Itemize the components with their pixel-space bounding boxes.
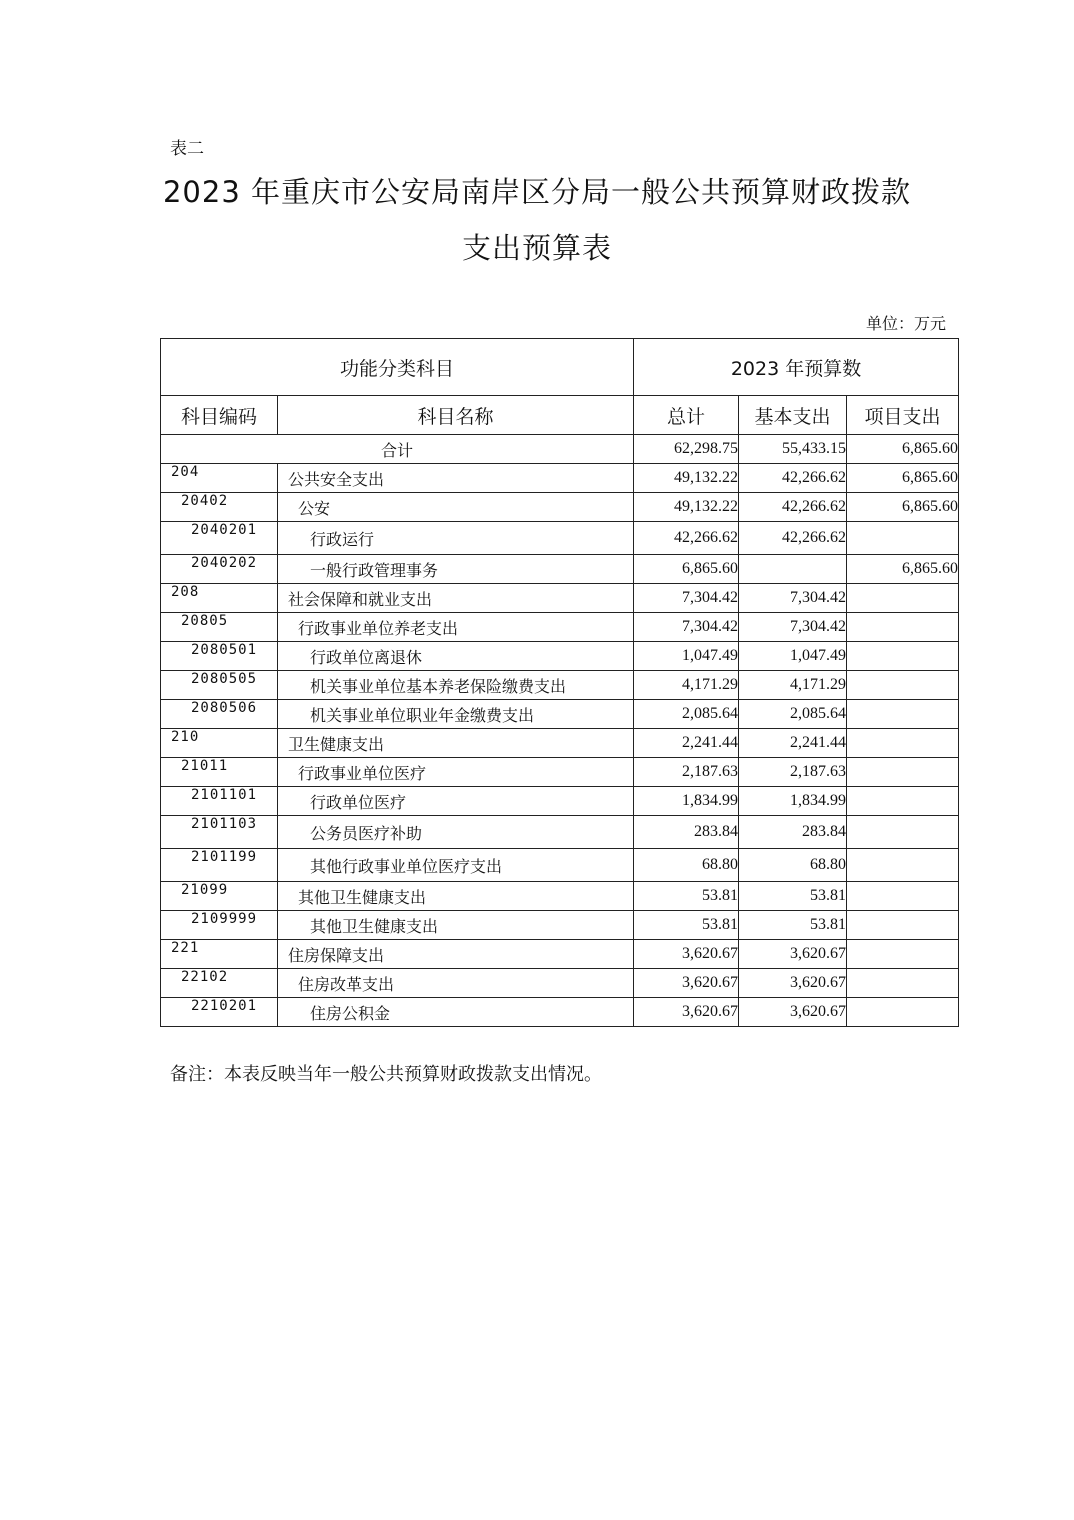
row-name: 行政事业单位养老支出 bbox=[278, 613, 634, 642]
footnote: 备注：本表反映当年一般公共预算财政拨款支出情况。 bbox=[170, 1064, 602, 1085]
table-row bbox=[161, 700, 959, 729]
row-code: 2080501 bbox=[161, 642, 278, 671]
row-code: 221 bbox=[161, 940, 278, 969]
row-project bbox=[847, 671, 959, 700]
row-code: 21099 bbox=[161, 882, 278, 911]
row-basic: 1,834.99 bbox=[739, 787, 847, 816]
row-code: 21011 bbox=[161, 758, 278, 787]
row-total: 2,241.44 bbox=[634, 729, 739, 758]
row-project bbox=[847, 940, 959, 969]
total-total: 62,298.75 bbox=[634, 435, 739, 464]
table-row bbox=[161, 882, 959, 911]
table-row bbox=[161, 584, 959, 613]
table-row bbox=[161, 911, 959, 940]
row-total: 6,865.60 bbox=[634, 555, 739, 584]
header-functional-classification: 功能分类科目 bbox=[161, 339, 634, 396]
header-name: 科目名称 bbox=[278, 396, 634, 435]
header-column-row bbox=[161, 396, 959, 435]
row-name: 住房改革支出 bbox=[278, 969, 634, 998]
row-total: 3,620.67 bbox=[634, 969, 739, 998]
table-number-label: 表二 bbox=[170, 139, 204, 159]
row-name: 行政事业单位医疗 bbox=[278, 758, 634, 787]
table-row bbox=[161, 522, 959, 555]
row-project bbox=[847, 998, 959, 1027]
row-total: 1,047.49 bbox=[634, 642, 739, 671]
row-code: 210 bbox=[161, 729, 278, 758]
row-project bbox=[847, 911, 959, 940]
row-basic bbox=[739, 555, 847, 584]
row-basic: 2,187.63 bbox=[739, 758, 847, 787]
row-code: 20805 bbox=[161, 613, 278, 642]
row-basic: 3,620.67 bbox=[739, 940, 847, 969]
row-basic: 53.81 bbox=[739, 882, 847, 911]
table-row bbox=[161, 787, 959, 816]
table-row bbox=[161, 849, 959, 882]
row-total: 3,620.67 bbox=[634, 940, 739, 969]
row-name: 机关事业单位职业年金缴费支出 bbox=[278, 700, 634, 729]
table-row bbox=[161, 758, 959, 787]
table-row bbox=[161, 493, 959, 522]
row-project bbox=[847, 522, 959, 555]
row-basic: 7,304.42 bbox=[739, 584, 847, 613]
row-project bbox=[847, 758, 959, 787]
row-name: 公务员医疗补助 bbox=[278, 816, 634, 849]
row-name: 公安 bbox=[278, 493, 634, 522]
table-row bbox=[161, 816, 959, 849]
row-project bbox=[847, 642, 959, 671]
header-group-row bbox=[161, 339, 959, 396]
row-name: 公共安全支出 bbox=[278, 464, 634, 493]
row-name: 其他行政事业单位医疗支出 bbox=[278, 849, 634, 882]
row-code: 2080506 bbox=[161, 700, 278, 729]
row-basic: 42,266.62 bbox=[739, 464, 847, 493]
row-basic: 3,620.67 bbox=[739, 998, 847, 1027]
row-basic: 42,266.62 bbox=[739, 493, 847, 522]
row-code: 204 bbox=[161, 464, 278, 493]
row-total: 68.80 bbox=[634, 849, 739, 882]
row-basic: 7,304.42 bbox=[739, 613, 847, 642]
row-name: 行政单位离退休 bbox=[278, 642, 634, 671]
row-total: 42,266.62 bbox=[634, 522, 739, 555]
total-row bbox=[161, 435, 959, 464]
row-project bbox=[847, 816, 959, 849]
row-project bbox=[847, 849, 959, 882]
total-label: 合计 bbox=[161, 435, 634, 464]
row-total: 53.81 bbox=[634, 911, 739, 940]
row-project: 6,865.60 bbox=[847, 493, 959, 522]
header-code: 科目编码 bbox=[161, 396, 278, 435]
row-name: 其他卫生健康支出 bbox=[278, 882, 634, 911]
row-total: 3,620.67 bbox=[634, 998, 739, 1027]
row-basic: 283.84 bbox=[739, 816, 847, 849]
table-row bbox=[161, 671, 959, 700]
table-row bbox=[161, 642, 959, 671]
table-row bbox=[161, 729, 959, 758]
row-project bbox=[847, 613, 959, 642]
row-project bbox=[847, 584, 959, 613]
row-total: 7,304.42 bbox=[634, 613, 739, 642]
row-basic: 3,620.67 bbox=[739, 969, 847, 998]
row-total: 2,187.63 bbox=[634, 758, 739, 787]
row-code: 2080505 bbox=[161, 671, 278, 700]
header-project: 项目支出 bbox=[847, 396, 959, 435]
table-row bbox=[161, 969, 959, 998]
table-row bbox=[161, 940, 959, 969]
row-name: 其他卫生健康支出 bbox=[278, 911, 634, 940]
row-name: 住房保障支出 bbox=[278, 940, 634, 969]
row-code: 2040202 bbox=[161, 555, 278, 584]
table-row bbox=[161, 998, 959, 1027]
row-basic: 4,171.29 bbox=[739, 671, 847, 700]
row-code: 22102 bbox=[161, 969, 278, 998]
row-project: 6,865.60 bbox=[847, 464, 959, 493]
row-total: 1,834.99 bbox=[634, 787, 739, 816]
row-code: 2210201 bbox=[161, 998, 278, 1027]
row-total: 53.81 bbox=[634, 882, 739, 911]
row-code: 2101103 bbox=[161, 816, 278, 849]
row-project: 6,865.60 bbox=[847, 555, 959, 584]
document-title-line1: 2023 年重庆市公安局南岸区分局一般公共预算财政拨款 bbox=[162, 175, 912, 209]
unit-label: 单位：万元 bbox=[865, 314, 946, 333]
header-basic: 基本支出 bbox=[739, 396, 847, 435]
row-project bbox=[847, 787, 959, 816]
row-code: 2101199 bbox=[161, 849, 278, 882]
row-name: 卫生健康支出 bbox=[278, 729, 634, 758]
row-basic: 2,085.64 bbox=[739, 700, 847, 729]
row-code: 208 bbox=[161, 584, 278, 613]
row-name: 行政运行 bbox=[278, 522, 634, 555]
table-row bbox=[161, 555, 959, 584]
document-title-line2: 支出预算表 bbox=[461, 231, 612, 265]
budget-table bbox=[160, 338, 959, 1027]
row-basic: 2,241.44 bbox=[739, 729, 847, 758]
row-total: 2,085.64 bbox=[634, 700, 739, 729]
row-project bbox=[847, 729, 959, 758]
row-basic: 42,266.62 bbox=[739, 522, 847, 555]
row-name: 机关事业单位基本养老保险缴费支出 bbox=[278, 671, 634, 700]
row-basic: 1,047.49 bbox=[739, 642, 847, 671]
row-name: 一般行政管理事务 bbox=[278, 555, 634, 584]
row-project bbox=[847, 882, 959, 911]
row-code: 2040201 bbox=[161, 522, 278, 555]
row-basic: 53.81 bbox=[739, 911, 847, 940]
row-total: 7,304.42 bbox=[634, 584, 739, 613]
row-code: 20402 bbox=[161, 493, 278, 522]
row-name: 行政单位医疗 bbox=[278, 787, 634, 816]
row-project bbox=[847, 969, 959, 998]
row-total: 49,132.22 bbox=[634, 493, 739, 522]
row-project bbox=[847, 700, 959, 729]
total-project: 6,865.60 bbox=[847, 435, 959, 464]
row-basic: 68.80 bbox=[739, 849, 847, 882]
row-total: 283.84 bbox=[634, 816, 739, 849]
header-budget-year: 2023 年预算数 bbox=[634, 339, 959, 396]
table-row bbox=[161, 464, 959, 493]
row-name: 社会保障和就业支出 bbox=[278, 584, 634, 613]
table-row bbox=[161, 613, 959, 642]
row-total: 49,132.22 bbox=[634, 464, 739, 493]
row-total: 4,171.29 bbox=[634, 671, 739, 700]
header-total: 总计 bbox=[634, 396, 739, 435]
row-code: 2109999 bbox=[161, 911, 278, 940]
row-code: 2101101 bbox=[161, 787, 278, 816]
total-basic: 55,433.15 bbox=[739, 435, 847, 464]
row-name: 住房公积金 bbox=[278, 998, 634, 1027]
